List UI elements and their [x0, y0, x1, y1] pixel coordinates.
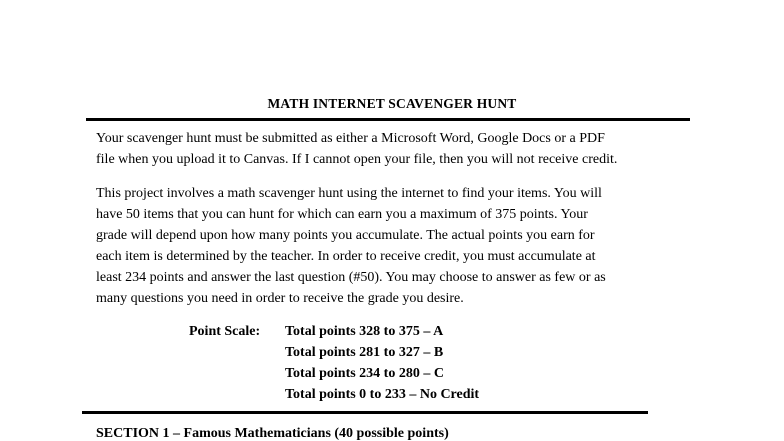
bottom-divider	[82, 411, 648, 414]
point-scale-item: Total points 281 to 327 – B	[285, 345, 444, 360]
paragraph-line: have 50 items that you can hunt for which can earn you a maximum of 375 points. Your	[96, 207, 588, 222]
project-description-paragraph	[96, 183, 696, 309]
point-scale-label: Point Scale:	[189, 324, 261, 339]
section-heading: SECTION 1 – Famous Mathematicians (40 possible points)	[96, 426, 449, 441]
paragraph-line: file when you upload it to Canvas. If I cannot open your file, then you will not receive credit.	[96, 152, 618, 167]
submission-instructions-paragraph	[96, 128, 696, 170]
paragraph-line: grade will depend upon how many points you accumulate. The actual points you earn for	[96, 228, 595, 243]
paragraph-line: Your scavenger hunt must be submitted as either a Microsoft Word, Google Docs or a PDF	[96, 131, 605, 146]
document-title: MATH INTERNET SCAVENGER HUNT	[267, 96, 517, 111]
paragraph-line: many questions you need in order to receive the grade you desire.	[96, 291, 464, 306]
point-scale-item: Total points 234 to 280 – C	[285, 366, 444, 381]
paragraph-line: This project involves a math scavenger hunt using the internet to find your items. You will	[96, 186, 602, 201]
point-scale-list	[285, 321, 479, 405]
paragraph-line: each item is determined by the teacher. In order to receive credit, you must accumulate at	[96, 249, 596, 264]
paragraph-line: least 234 points and answer the last question (#50). You may choose to answer as few or as	[96, 270, 606, 285]
top-divider	[86, 118, 690, 121]
point-scale-item: Total points 328 to 375 – A	[285, 324, 444, 339]
point-scale-item: Total points 0 to 233 – No Credit	[285, 387, 480, 402]
